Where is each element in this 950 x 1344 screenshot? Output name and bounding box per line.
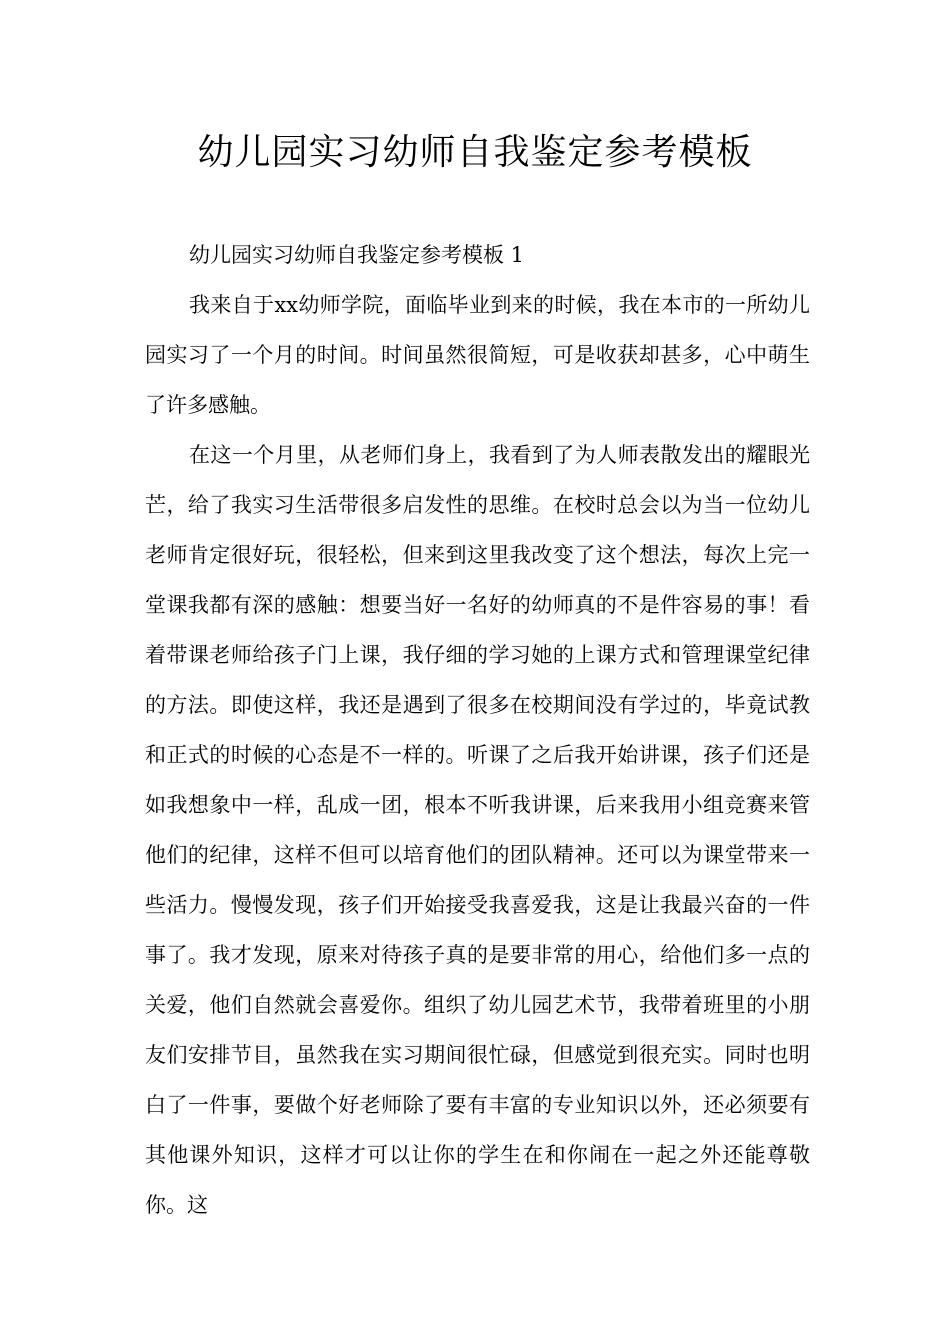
paragraph: 在这一个月里，从老师们身上，我看到了为人师表散发出的耀眼光芒，给了我实习生活带很多启发性的思维。在校时总会以为当一位幼儿老师肯定很好玩，很轻松，但来到这里我改变了这个想法，每次上完一堂课我都有深的感触：想要当好一名好的幼师真的不是件容易的事！看着带课老师给孩子门上课，我仔细的学习她的上课方式和管理课堂纪律的方法。即使这样，我还是遇到了很多在校期间没有学过的，毕竟试教和正式的时候的心态是不一样的。听课了之后我开始讲课，孩子们还是如我想象中一样，乱成一团，根本不听我讲课，后来我用小组竞赛来管他们的纪律，这样不但可以培育他们的团队精神。还可以为课堂带来一些活力。慢慢发现，孩子们开始接受我喜爱我，这是让我最兴奋的一件事了。我才发现，原来对待孩子真的是要非常的用心，给他们多一点的关爱，他们自然就会喜爱你。组织了幼儿园艺术节，我带着班里的小朋友们安排节目，虽然我在实习期间很忙碌，但感觉到很充实。同时也明白了一件事，要做个好老师除了要有丰富的专业知识以外，还必须要有其他课外知识，这样才可以让你的学生在和你闹在一起之外还能尊敬你。这 <box>145 443 810 1217</box>
document-title: 幼儿园实习幼师自我鉴定参考模板 <box>197 132 753 173</box>
paragraph: 我来自于xx幼师学院，面临毕业到来的时候，我在本市的一所幼儿园实习了一个月的时间。时间虽然很简短，可是收获却甚多，心中萌生了许多感触。 <box>145 293 810 417</box>
document-body <box>145 230 810 1230</box>
subheading: 幼儿园实习幼师自我鉴定参考模板 1 <box>189 243 525 267</box>
